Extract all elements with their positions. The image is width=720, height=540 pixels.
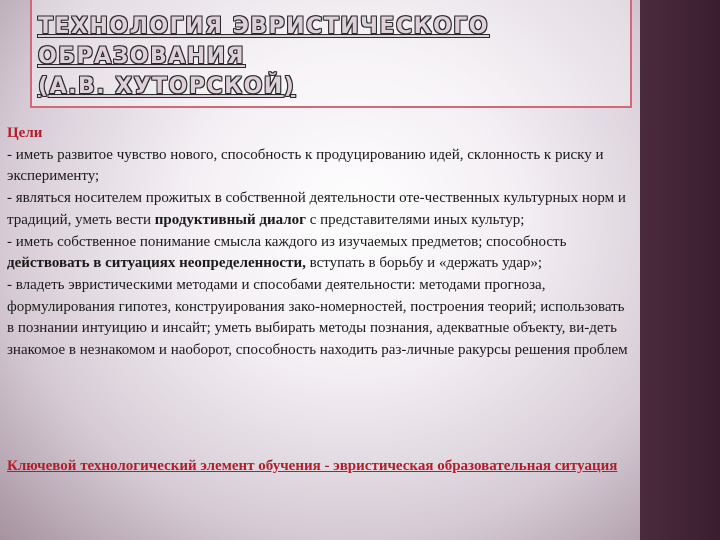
goal-item-2 [7, 188, 635, 231]
goal-item-3 [7, 232, 635, 275]
key-element-statement: Ключевой технологический элемент обучения - эвристическая образовательная ситуация [7, 458, 618, 474]
goal-item-3-text-a: - иметь собственное понимание смысла каждого из изучаемых предметов; способность [7, 233, 567, 250]
goal-item-4: - владеть эвристическими методами и способами деятельности: методами прогноза, формулирования гипотез, конструирования зако-номерностей, построения теорий; использовать в познании интуицию и инсайт; уметь выбирать методы познания, адекватные объекту, ви-деть знакомое в незнакомом и наоборот, способность находить раз-личные ракурсы решения проблем [7, 276, 628, 359]
title-box [30, 0, 632, 108]
side-decor-band [640, 0, 720, 540]
goal-item-3-emphasis: действовать в ситуациях неопределенности, [7, 255, 306, 272]
title-line-1: ТЕХНОЛОГИЯ ЭВРИСТИЧЕСКОГО [38, 14, 489, 39]
goals-content [7, 123, 635, 362]
title-line-2: ОБРАЗОВАНИЯ [38, 44, 246, 69]
goal-item-2-emphasis: продуктивный диалог [154, 211, 306, 228]
goal-item-1: - иметь развитое чувство нового, способность к продуцированию идей, склонность к риску и эксперименту; [7, 146, 604, 185]
goal-item-3-text-b: вступать в борьбу и «держать удар»; [305, 255, 543, 272]
title-line-3: (А.В. ХУТОРСКОЙ) [38, 74, 296, 99]
goal-item-2-text-a: - являться носителем прожитых в собственной деятельности оте-чественных культурных норм и традиций, уметь вести [7, 190, 626, 228]
goal-item-2-text-b: с представителями иных культур; [306, 211, 525, 228]
goals-heading: Цели [7, 125, 43, 141]
